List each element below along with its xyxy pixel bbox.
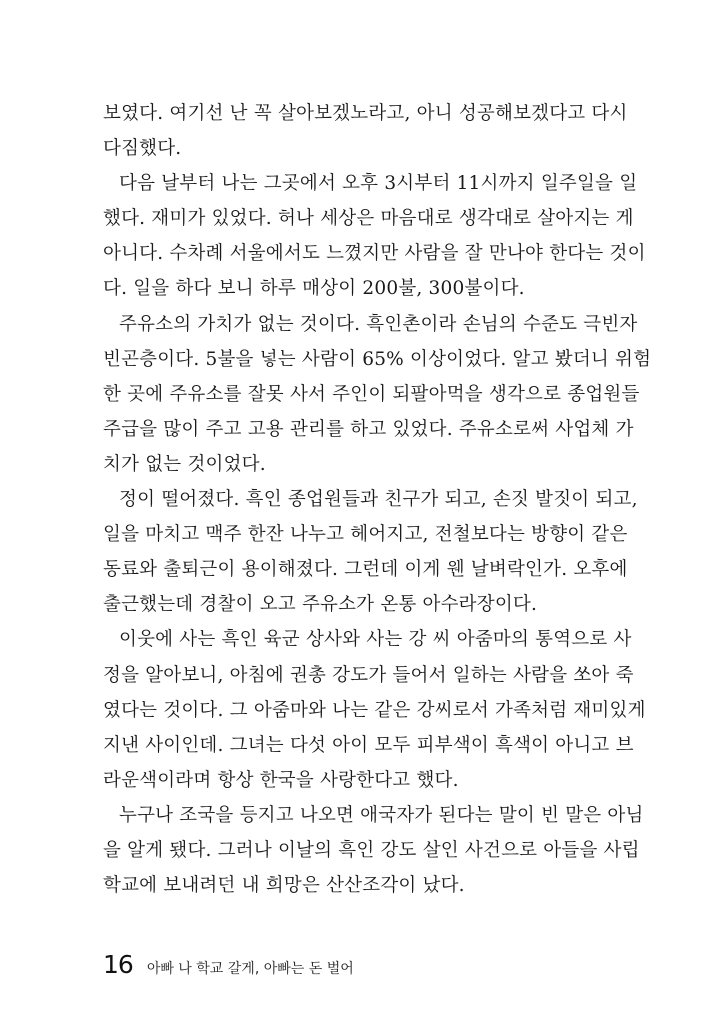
text-line: 지낸 사이인데. 그녀는 다섯 아이 모두 피부색이 흑색이 아니고 브 (103, 734, 634, 756)
text-line: 보였다. 여기선 난 꼭 살아보겠노라고, 아니 성공해보겠다고 다시 (103, 103, 628, 124)
paragraph (103, 622, 646, 797)
running-title: 아빠 나 학교 갈게, 아빠는 돈 벌어 (146, 961, 354, 977)
text-line: 다짐했다. (103, 138, 182, 160)
text-line: 일을 마치고 맥주 한잔 나누고 헤어지고, 전철보다는 방향이 같은 (103, 524, 628, 546)
paragraph (103, 482, 638, 622)
paragraph (103, 307, 652, 482)
text-line: 했다. 재미가 있었다. 허나 세상은 마음대로 생각대로 살아지는 게 (103, 208, 634, 230)
paragraph (103, 798, 644, 903)
text-line: 라운색이라며 항상 한국을 사랑한다고 했다. (103, 769, 459, 791)
text-line: 치가 없는 것이었다. (103, 453, 266, 475)
text-line: 이웃에 사는 흑인 육군 상사와 사는 강 씨 아줌마의 통역으로 사 (119, 629, 632, 651)
text-line: 출근했는데 경찰이 오고 주유소가 온통 아수라장이다. (103, 594, 538, 616)
text-line: 주급을 많이 주고 고용 관리를 하고 있었다. 주유소로써 사업체 가 (103, 418, 634, 440)
text-line: 누구나 조국을 등지고 나오면 애국자가 된다는 말이 빈 말은 아님 (119, 804, 644, 826)
text-line: 주유소의 가치가 없는 것이다. 흑인촌이라 손님의 수준도 극빈자 (119, 313, 638, 335)
text-line: 학교에 보내려던 내 희망은 산산조각이 났다. (103, 875, 465, 897)
text-line: 정이 떨어졌다. 흑인 종업원들과 친구가 되고, 손짓 발짓이 되고, (119, 489, 638, 511)
paragraph (103, 166, 646, 306)
text-line: 동료와 출퇴근이 용이해졌다. 그런데 이게 웬 날벼락인가. 오후에 (103, 559, 628, 581)
text-line: 을 알게 됐다. 그러나 이날의 흑인 강도 살인 사건으로 아들을 사립 (103, 839, 640, 861)
body-text (103, 96, 652, 903)
text-line: 다. 일을 하다 보니 하루 매상이 200불, 300불이다. (103, 278, 525, 300)
text-line: 아니다. 수차례 서울에서도 느꼈지만 사람을 잘 만나야 한다는 것이 (103, 243, 646, 265)
text-line: 였다는 것이다. 그 아줌마와 나는 같은 강씨로서 가족처럼 재미있게 (103, 699, 646, 721)
text-line: 한 곳에 주유소를 잘못 사서 주인이 되팔아먹을 생각으로 종업원들 (103, 383, 640, 405)
paragraph (103, 96, 628, 166)
page-footer (103, 950, 354, 979)
text-line: 정을 알아보니, 아침에 권총 강도가 들어서 일하는 사람을 쏘아 죽 (103, 664, 634, 686)
page-number: 16 (103, 950, 133, 979)
text-line: 다음 날부터 나는 그곳에서 오후 3시부터 11시까지 일주일을 일 (119, 173, 638, 195)
text-line: 빈곤층이다. 5불을 넣는 사람이 65% 이상이었다. 알고 봤더니 위험 (103, 348, 652, 370)
